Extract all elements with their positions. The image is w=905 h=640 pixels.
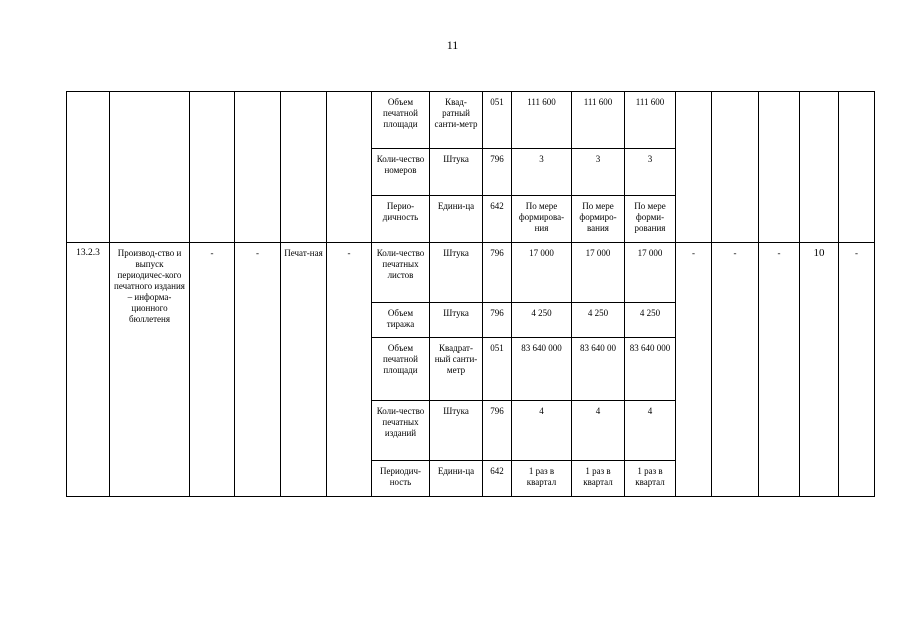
unit-cell: Штука bbox=[430, 303, 483, 338]
indicator-cell: Коли-чество печатных листов bbox=[372, 243, 430, 303]
cont-code-cell bbox=[67, 92, 110, 243]
value-cell: По мере формиро-вания bbox=[572, 196, 625, 243]
unit-cell: Штука bbox=[430, 149, 483, 196]
value-cell: 4 bbox=[625, 401, 676, 461]
value-cell: 3 bbox=[572, 149, 625, 196]
value-cell: 17 000 bbox=[512, 243, 572, 303]
col6-cell: - bbox=[327, 243, 372, 497]
indicator-cell: Объем печатной площади bbox=[372, 338, 430, 401]
col12-cell: - bbox=[759, 243, 800, 497]
value-cell: 83 640 000 bbox=[512, 338, 572, 401]
indicator-cell: Периодич-ность bbox=[372, 461, 430, 497]
service-name: Производ-ство и выпуск периодичес-кого печатного издания – информа-ционного бюллетеня bbox=[110, 243, 190, 497]
col5-cell: Печат-ная bbox=[281, 243, 327, 497]
okei-cell: 796 bbox=[483, 303, 512, 338]
value-cell: 4 250 bbox=[572, 303, 625, 338]
indicator-cell: Перио-дичность bbox=[372, 196, 430, 243]
cont-name-cell bbox=[110, 92, 190, 243]
value-cell: 1 раз в квартал bbox=[625, 461, 676, 497]
col3-cell: - bbox=[190, 243, 235, 497]
okei-cell: 796 bbox=[483, 243, 512, 303]
okei-cell: 051 bbox=[483, 338, 512, 401]
value-cell: 4 250 bbox=[625, 303, 676, 338]
value-cell: 17 000 bbox=[572, 243, 625, 303]
okei-cell: 642 bbox=[483, 461, 512, 497]
unit-cell: Квадрат-ный санти-метр bbox=[430, 338, 483, 401]
col14-cell: - bbox=[839, 243, 875, 497]
value-cell: 4 bbox=[512, 401, 572, 461]
value-cell: 111 600 bbox=[625, 92, 676, 149]
unit-cell: Едини-ца bbox=[430, 461, 483, 497]
value-cell: 83 640 00 bbox=[572, 338, 625, 401]
value-cell: По мере формирова-ния bbox=[512, 196, 572, 243]
value-cell: 1 раз в квартал bbox=[572, 461, 625, 497]
value-cell: 1 раз в квартал bbox=[512, 461, 572, 497]
value-cell: 17 000 bbox=[625, 243, 676, 303]
page-number: 11 bbox=[446, 38, 459, 52]
services-table bbox=[66, 91, 875, 497]
value-cell: По мере форми-рования bbox=[625, 196, 676, 243]
okei-cell: 642 bbox=[483, 196, 512, 243]
okei-cell: 796 bbox=[483, 401, 512, 461]
indicator-cell: Коли-чество номеров bbox=[372, 149, 430, 196]
col13-cell: 10 bbox=[800, 243, 839, 497]
value-cell: 111 600 bbox=[512, 92, 572, 149]
unit-cell: Штука bbox=[430, 243, 483, 303]
unit-cell: Штука bbox=[430, 401, 483, 461]
service-code: 13.2.3 bbox=[67, 243, 110, 497]
table-row bbox=[67, 243, 875, 303]
value-cell: 3 bbox=[625, 149, 676, 196]
value-cell: 111 600 bbox=[572, 92, 625, 149]
value-cell: 3 bbox=[512, 149, 572, 196]
indicator-cell: Коли-чество печатных изданий bbox=[372, 401, 430, 461]
indicator-cell: Объем тиража bbox=[372, 303, 430, 338]
value-cell: 4 250 bbox=[512, 303, 572, 338]
col4-cell: - bbox=[235, 243, 281, 497]
value-cell: 83 640 000 bbox=[625, 338, 676, 401]
col11-cell: - bbox=[712, 243, 759, 497]
value-cell: 4 bbox=[572, 401, 625, 461]
unit-cell: Едини-ца bbox=[430, 196, 483, 243]
table-row bbox=[67, 92, 875, 149]
okei-cell: 051 bbox=[483, 92, 512, 149]
unit-cell: Квад-ратный санти-метр bbox=[430, 92, 483, 149]
col10-cell: - bbox=[676, 243, 712, 497]
okei-cell: 796 bbox=[483, 149, 512, 196]
indicator-cell: Объем печатной площади bbox=[372, 92, 430, 149]
